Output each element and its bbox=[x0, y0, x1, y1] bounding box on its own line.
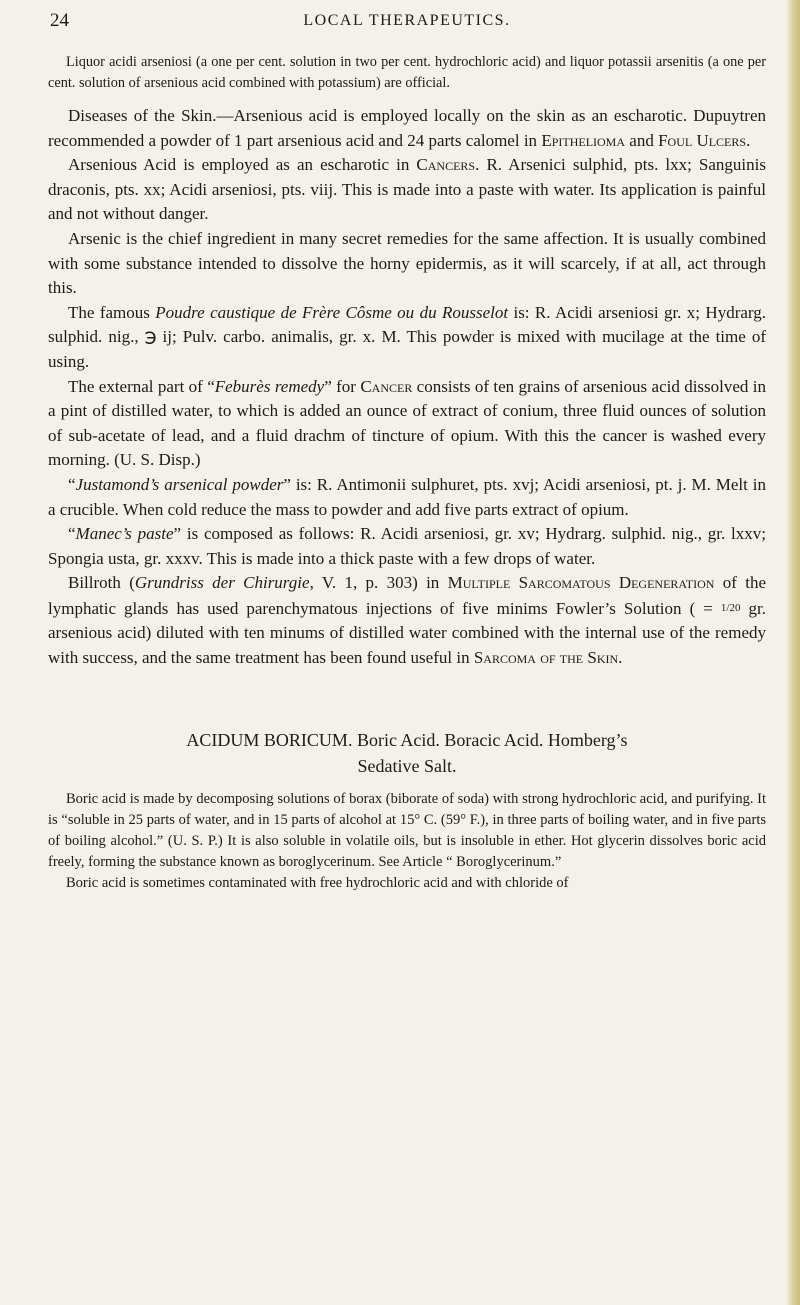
epithelioma-term: Epithelioma bbox=[541, 130, 626, 150]
billroth-paragraph: Billroth (Grundriss der Chirurgie, V. 1, p. 303) in Multiple Sarcomatous Degeneration of the lymphatic glands has used parenchymatous injections of five minims Fowler’s Solution ( = 1/20 gr. arsenious acid) diluted with ten minums of distilled water combined with the internal use of the remedy with success, and the same treatment has been found useful in Sarcoma of the Skin. bbox=[48, 573, 766, 668]
skin-diseases-lead: Diseases of the Skin. bbox=[68, 106, 217, 125]
page-number: 24 bbox=[50, 10, 69, 31]
justamond-paragraph: “Justamond’s arsenical powder” is: R. Antimonii sulphuret, pts. xvj; Acidi arseniosi, pt. j. M. Melt in a crucible. When cold reduce the mass to powder and add five parts extract of opium. bbox=[48, 474, 767, 519]
sarcoma-skin-term: Sarcoma of the Skin bbox=[473, 648, 619, 668]
foul-ulcers-term: Foul Ulcers bbox=[658, 130, 747, 150]
skin-diseases-paragraph: Diseases of the Skin.—Arsenious acid is employed locally on the skin as an escharotic. Dupuytren recommended a powder of 1 part arsenious acid and 24 parts calomel in Epithelioma and Foul Ulcers. bbox=[48, 106, 766, 150]
cancers-paragraph: Arsenious Acid is employed as an escharotic in Cancers. R. Arsenici sulphid, pts. lxx; Sanguinis draconis, pts. xx; Acidi arseniosi, pts. viij. This is made into a paste with water. Its application is painful and not without danger. bbox=[48, 155, 766, 224]
boric-paragraph-2: Boric acid is sometimes contaminated with free hydrochloric acid and with chloride of bbox=[66, 874, 569, 891]
arsenic-chief-paragraph: Arsenic is the chief ingredient in many secret remedies for the same affection. It is usually combined with some substance intended to dissolve the horny epidermis, as it will scarcely, if at all, act through this. bbox=[48, 228, 766, 298]
feburies-paragraph: The external part of “Feburès remedy” for Cancer consists of ten grains of arsenious acid dissolved in a pint of distilled water, to which is added an ounce of extract of conium, three fluid ounces of solution of sub-acetate of lead, and a fluid drachm of tincture of opium. With this the cancer is washed every morning. (U. S. Disp.) bbox=[48, 376, 766, 470]
page-header bbox=[48, 0, 766, 48]
page-edge-shadow bbox=[786, 0, 800, 1305]
poudre-title: Poudre caustique de Frère Côsme ou du Rousselot bbox=[155, 302, 509, 322]
cancer-term: Cancer bbox=[360, 376, 413, 396]
intro-paragraph: Liquor acidi arseniosi (a one per cent. solution in two per cent. hydrochloric acid) and liquor potassii arsenitis (a one per cent. solution of arsenious acid combined with potassium) are official. bbox=[48, 54, 766, 91]
billroth-title: Grundriss der Chirurgie bbox=[134, 573, 310, 593]
boric-heading-line2: Sedative Salt. bbox=[357, 755, 457, 776]
cancers-term: Cancers bbox=[416, 155, 476, 175]
sarcomatous-term: Multiple Sarcomatous Degeneration bbox=[447, 573, 715, 593]
feburies-title: Feburès remedy bbox=[214, 376, 325, 396]
manec-title: Manec’s paste bbox=[75, 524, 174, 544]
poudre-paragraph: The famous Poudre caustique de Frère Côsme ou du Rousselot is: R. Acidi arseniosi gr. x; Hydrarg. sulphid. nig., ℈ ij; Pulv. carbo. animalis, gr. x. M. This powder is mixed with mucilage at the time of using. bbox=[48, 302, 767, 371]
boric-paragraph-1: Boric acid is made by decomposing solutions of borax (biborate of soda) with strong hydrochloric acid, and purifying. It is “soluble in 25 parts of water, and in 15 parts of alcohol at 15° C. (59° F.), in three parts of boiling water, and in five parts of boiling alcohol.” (U. S. P.) It is also soluble in volatile oils, but is insoluble in ether. Hot glycerin dissolves boric acid freely, forming the substance known as boroglycerinum. See Article “ Boroglycerinum.” bbox=[48, 790, 766, 870]
book-page bbox=[48, 0, 766, 894]
justamond-title: Justamond’s arsenical powder bbox=[75, 474, 284, 494]
manec-paragraph: “Manec’s paste” is composed as follows: R. Acidi arseniosi, gr. xv; Hydrarg. sulphid. nig., gr. lxxv; Spongia usta, gr. xxxv. This is made into a thick paste with a few drops of water. bbox=[48, 524, 766, 568]
boric-heading-line1: ACIDUM BORICUM. Boric Acid. Boracic Acid. Homberg’s bbox=[186, 729, 628, 750]
boric-acid-heading bbox=[48, 727, 766, 779]
running-head: LOCAL THERAPEUTICS. bbox=[303, 12, 511, 29]
fraction: 1/20 bbox=[720, 601, 741, 614]
